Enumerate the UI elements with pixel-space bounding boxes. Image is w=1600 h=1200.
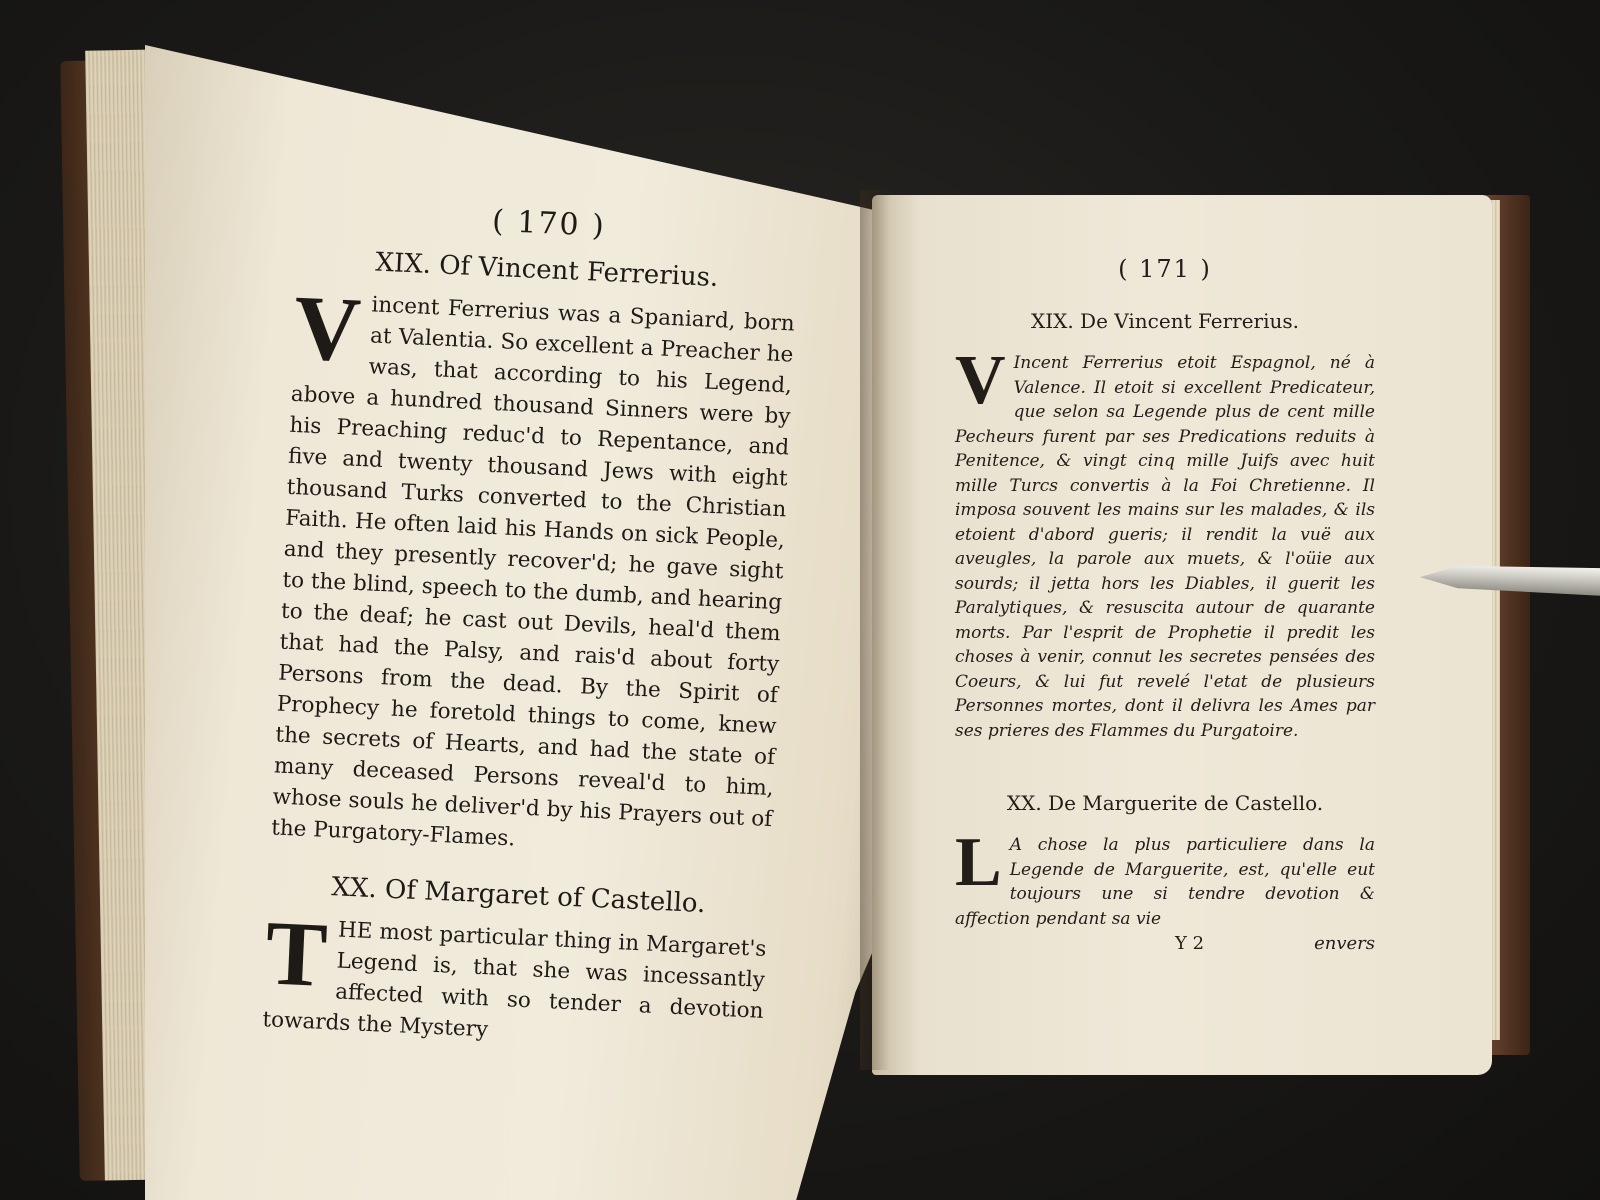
section-body-xix-en — [270, 275, 796, 866]
catchword-right: envers — [1314, 933, 1375, 954]
body-text-xx-en: HE most particular thing in Margaret's Legend is, that she was incessantly affected with so tender a devotion towards the Mystery — [261, 917, 767, 1043]
dropcap-v-en: V — [291, 275, 363, 381]
book-gutter — [860, 190, 890, 1070]
left-page-text — [262, 195, 800, 1058]
body-text-xix-en: incent Ferrerius was a Spaniard, born at Valentia. So excellent a Preacher he was, that according to his Legend, above a hundred thousand Sinners were by his Preaching reduc'd to Repentance, and five and twenty thousand Jews with eight thousand Turks converted to the Christian Faith. He often laid his Hands on sick People, and they presently recover'd; he gave sight to the blind, speech to the dumb, and hearing to the deaf; he cast out Devils, heal'd them that had the Palsy, and rais'd about forty Persons from the dead. By the Spirit of Prophecy he foretold things to come, knew the secrets of Hearts, and had the state of many deceased Persons reveal'd to him, whose souls he deliver'd by his Prayers out of the Purgatory-Flames. — [270, 292, 796, 852]
dropcap-l-fr: L — [955, 824, 1002, 901]
body-text-xx-fr: A chose la plus particuliere dans la Legende de Marguerite, est, qu'elle eut toujours une si tendre devotion & affection pendant sa vie — [955, 835, 1375, 929]
dropcap-v-fr: V — [955, 342, 1006, 419]
section-body-xx-fr — [955, 824, 1375, 931]
right-page-text — [955, 255, 1375, 954]
section-body-xx-en — [261, 901, 767, 1058]
section-heading-xx-en: XX. Of Margaret of Castello. — [330, 872, 707, 920]
section-heading-xix-fr: XIX. De Vincent Ferrerius. — [1030, 309, 1300, 333]
signature-mark: Y 2 — [1175, 933, 1205, 954]
page-footer-right — [955, 933, 1375, 954]
page-number-left: ( 170 ) — [491, 203, 607, 244]
body-text-xix-fr: Incent Ferrerius etoit Espagnol, né à Valence. Il etoit si excellent Predicateur, que selon sa Legende plus de cent mille Pecheurs furent par ses Predications reduits à Penitence, & vingt cinq mille Juifs avec huit mille Turcs convertis à la Foi Chretienne. Il imposa souvent les mains sur les malades, & ils etoient d'abord gueris; il rendit la vuë aux aveugles, la parole aux muets, & l'oüie aux sourds; il jetta hors les Diables, il guerit les Paralytiques, & resuscita autour de quarante morts. Par l'esprit de Prophetie il predit les choses à venir, connut les secretes pensées des Coeurs, & lui fut revelé l'etat de plusieurs Personnes mortes, dont il delivra les Ames par ses prieres des Flammes du Purgatoire. — [955, 353, 1375, 741]
dropcap-t-en: T — [263, 901, 330, 1006]
page-number-right: ( 171 ) — [1118, 255, 1212, 283]
section-body-xix-fr — [955, 342, 1375, 743]
section-heading-xix-en: XIX. Of Vincent Ferrerius. — [374, 247, 719, 294]
section-heading-xx-fr: XX. De Marguerite de Castello. — [1006, 791, 1324, 815]
